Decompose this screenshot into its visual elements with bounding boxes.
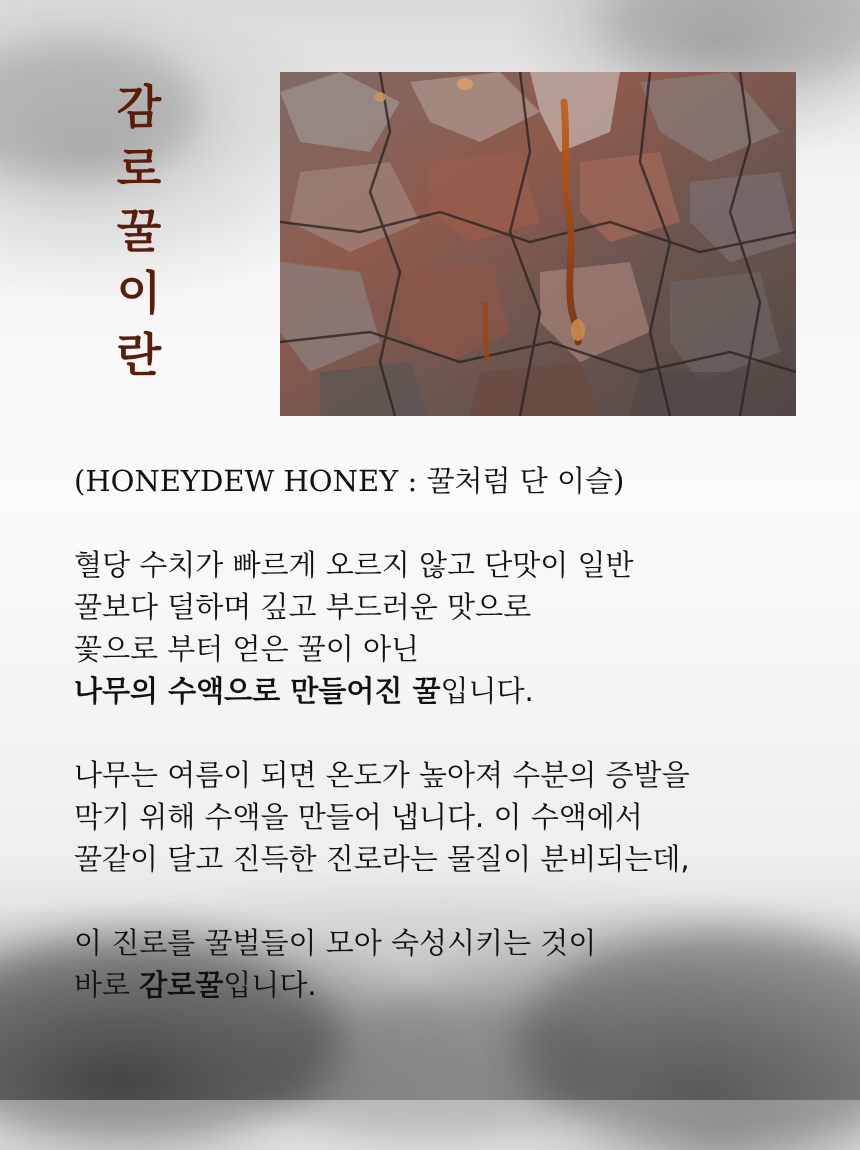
spacer — [74, 712, 834, 754]
paragraph3-line2-start: 바로 — [74, 968, 140, 1002]
forest-bottom-center — [250, 1000, 610, 1140]
body-text — [74, 460, 834, 1006]
paragraph2-line2: 막기 위해 수액을 만들어 냅니다. 이 수액에서 — [74, 800, 643, 834]
title-char: 감 — [116, 80, 162, 134]
subtitle: (HONEYDEW HONEY : 꿀처럼 단 이슬) — [74, 464, 625, 498]
title-char: 이 — [116, 266, 162, 320]
paragraph1-line3: 꽃으로 부터 얻은 꿀이 아닌 — [74, 632, 420, 666]
spacer — [74, 502, 834, 544]
paragraph3-emphasis: 감로꿀 — [139, 968, 224, 1002]
paragraph3-line1: 이 진로를 꿀벌들이 모아 숙성시키는 것이 — [74, 926, 597, 960]
spacer — [74, 880, 834, 922]
paragraph1-emphasis: 나무의 수액으로 만들어진 꿀 — [74, 674, 441, 708]
paragraph1-line4-rest: 입니다. — [440, 674, 534, 708]
paragraph2-line1: 나무는 여름이 되면 온도가 높아져 수분의 증발을 — [74, 758, 690, 792]
mist-top-right — [600, 0, 860, 80]
paragraph1-line2: 꿀보다 덜하며 깊고 부드러운 맛으로 — [74, 590, 532, 624]
title-char: 로 — [116, 142, 162, 196]
paragraph1-line1: 혈당 수치가 빠르게 오르지 않고 단맛이 일반 — [74, 548, 634, 582]
paragraph2-line3: 꿀같이 달고 진득한 진로라는 물질이 분비되는데, — [74, 842, 690, 876]
paragraph3-line2 — [74, 964, 834, 1006]
vertical-title — [104, 76, 174, 386]
title-char: 란 — [116, 328, 162, 382]
tree-bark-resin-icon — [280, 72, 796, 416]
paragraph3-line2-rest: 입니다. — [223, 968, 317, 1002]
tree-bark-photo — [280, 72, 796, 416]
title-char: 꿀 — [116, 204, 162, 258]
paragraph1-line4 — [74, 670, 834, 712]
